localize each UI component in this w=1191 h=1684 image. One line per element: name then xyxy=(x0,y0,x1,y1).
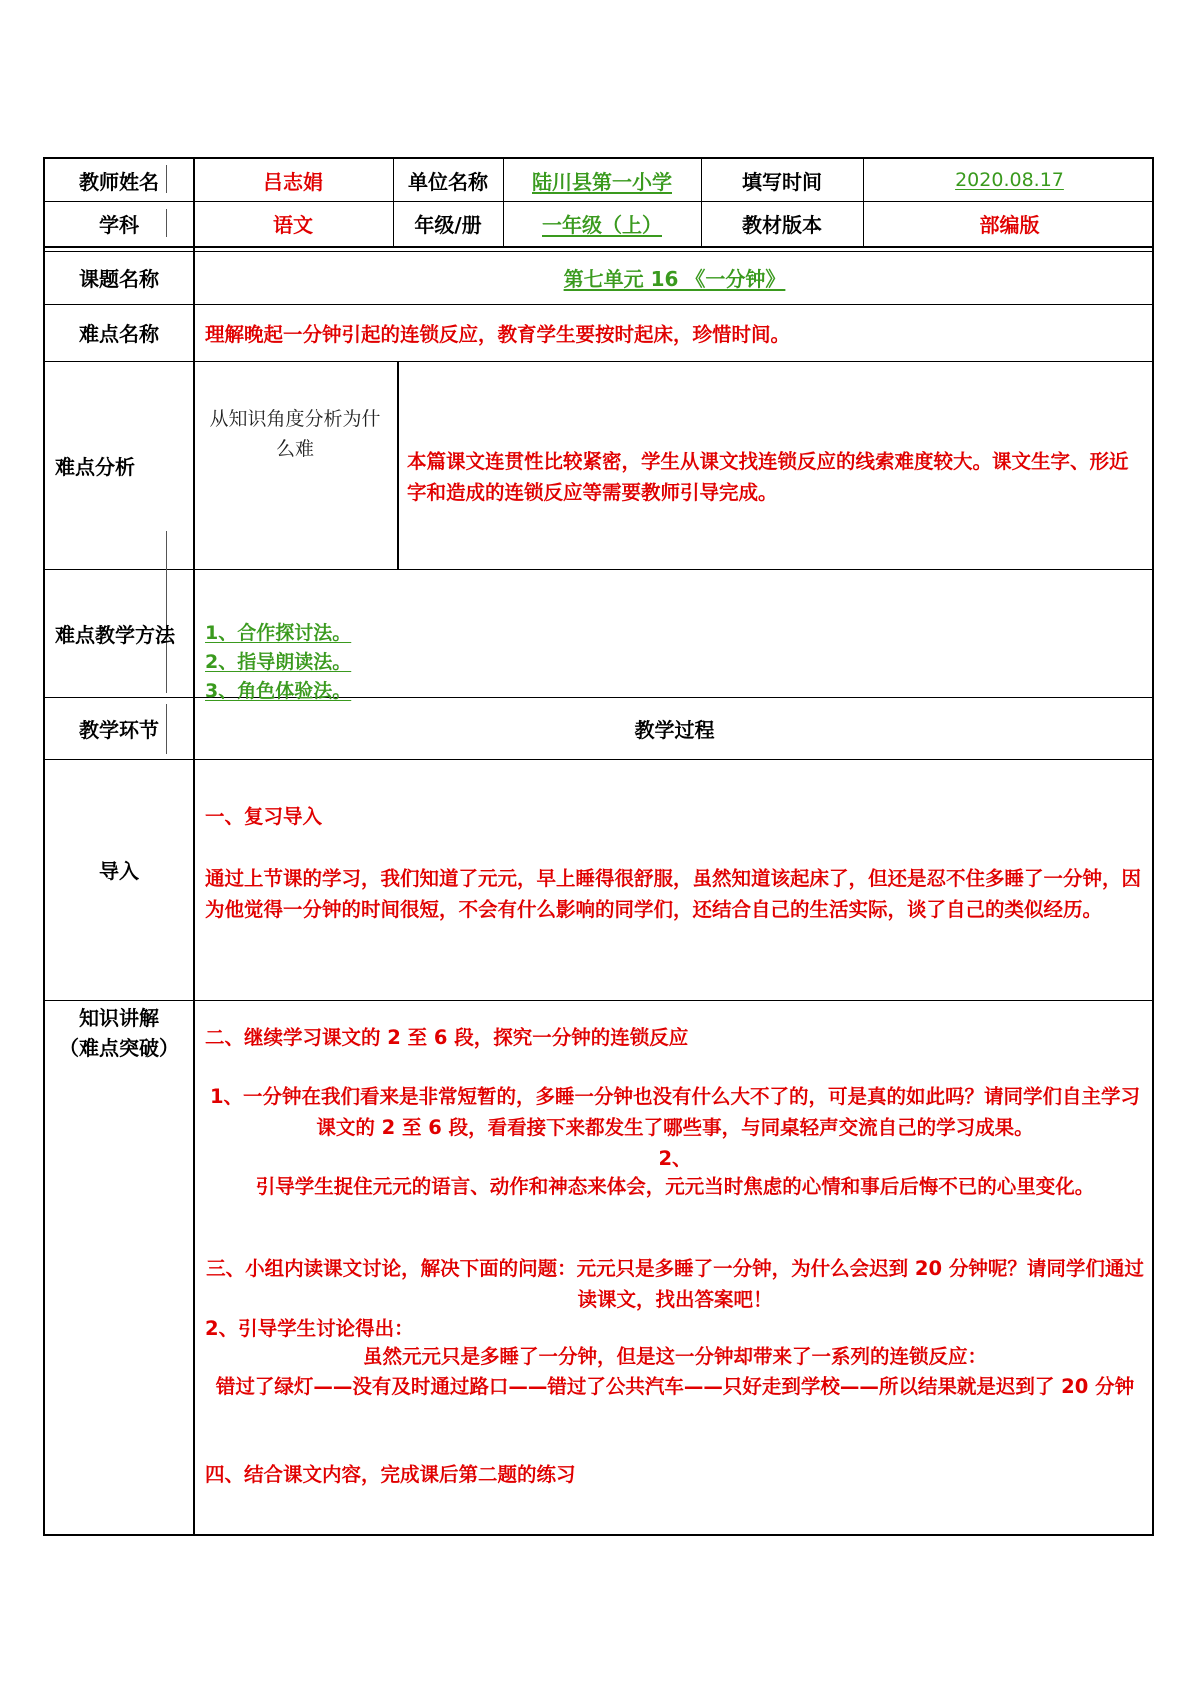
stage-header: 教学环节 xyxy=(79,717,159,742)
fill-date-label: 填写时间 xyxy=(742,169,822,194)
knowledge-label-line2: （难点突破） xyxy=(59,1035,179,1060)
analysis-label: 难点分析 xyxy=(55,454,135,479)
fill-date-value: 2020.08.17 xyxy=(955,169,1064,191)
unit-name-value: 陆川县第一小学 xyxy=(532,169,672,194)
process-header: 教学过程 xyxy=(634,717,715,742)
method-item-2: 2、指导朗读法。 xyxy=(205,651,352,673)
edition-value: 部编版 xyxy=(979,213,1040,237)
unit-name-label: 单位名称 xyxy=(408,169,488,194)
intro-heading: 一、复习导入 xyxy=(205,805,323,828)
teacher-name-value: 吕志娟 xyxy=(263,169,323,194)
topic-label: 课题名称 xyxy=(79,267,159,291)
column-divider xyxy=(397,361,399,569)
intro-body: 通过上节课的学习，我们知道了元元，早上睡得很舒服，虽然知道该起床了，但还是忍不住多睡了一分钟，因为他觉得一分钟的时间很短，不会有什么影响的同学们，还结合自己的生活实际，谈了自己的类似经历。 xyxy=(205,867,1142,921)
method-item-1: 1、合作探讨法。 xyxy=(205,622,352,644)
section4-heading: 四、结合课文内容，完成课后第二题的练习 xyxy=(205,1463,576,1486)
column-divider xyxy=(193,159,195,1534)
section3-item2: 2、引导学生讨论得出： xyxy=(205,1317,414,1340)
methods-label: 难点教学方法 xyxy=(55,622,175,647)
subject-label: 学科 xyxy=(99,213,139,237)
edition-label: 教材版本 xyxy=(742,213,822,237)
analysis-value: 本篇课文连贯性比较紧密，学生从课文找连锁反应的线索难度较大。课文生字、形近字和造成的连锁反应等需要教师引导完成。 xyxy=(407,450,1129,504)
section3-heading: 三、小组内读课文讨论，解决下面的问题：元元只是多睡了一分钟，为什么会迟到 20 分钟呢？请同学们通过读课文，找出答案吧！ xyxy=(206,1257,1144,1311)
row-divider xyxy=(45,569,1152,570)
grade-label: 年级/册 xyxy=(414,213,482,237)
section2-item1: 1、一分钟在我们看来是非常短暂的，多睡一分钟也没有什么大不了的，可是真的如此吗？请同学们自主学习课文的 2 至 6 段，看看接下来都发生了哪些事，与同桌轻声交流自己的学习成果。 xyxy=(209,1085,1141,1139)
intro-label: 导入 xyxy=(99,858,139,883)
row-divider xyxy=(45,759,1152,760)
row-divider xyxy=(45,1000,1152,1001)
row-divider xyxy=(45,361,1152,362)
difficulty-label: 难点名称 xyxy=(79,322,159,346)
section3-chain: 错过了绿灯——没有及时通过路口——错过了公共汽车——只好走到学校——所以结果就是迟到了 20 分钟 xyxy=(215,1375,1135,1398)
subject-value: 语文 xyxy=(273,213,313,237)
knowledge-label-line1: 知识讲解 xyxy=(79,1005,159,1030)
section2-heading: 二、继续学习课文的 2 至 6 段，探究一分钟的连锁反应 xyxy=(205,1026,689,1049)
row-divider xyxy=(45,246,1152,248)
teacher-name-label: 教师姓名 xyxy=(79,169,159,194)
section3-conclusion: 虽然元元只是多睡了一分钟，但是这一分钟却带来了一系列的连锁反应： xyxy=(362,1345,987,1368)
section2-item2-number: 2、 xyxy=(658,1147,692,1170)
difficulty-value: 理解晚起一分钟引起的连锁反应，教育学生要按时起床，珍惜时间。 xyxy=(205,322,791,346)
method-item-3: 3、角色体验法。 xyxy=(205,680,352,702)
grade-value: 一年级（上） xyxy=(542,213,662,237)
lesson-plan-table xyxy=(43,157,1154,1536)
section2-item2: 引导学生捉住元元的语言、动作和神态来体会，元元当时焦虑的心情和事后后悔不已的心里变化。 xyxy=(255,1175,1095,1198)
analysis-sub-label: 从知识角度分析为什么难 xyxy=(209,408,381,460)
topic-value: 第七单元 16 《一分钟》 xyxy=(563,267,786,291)
